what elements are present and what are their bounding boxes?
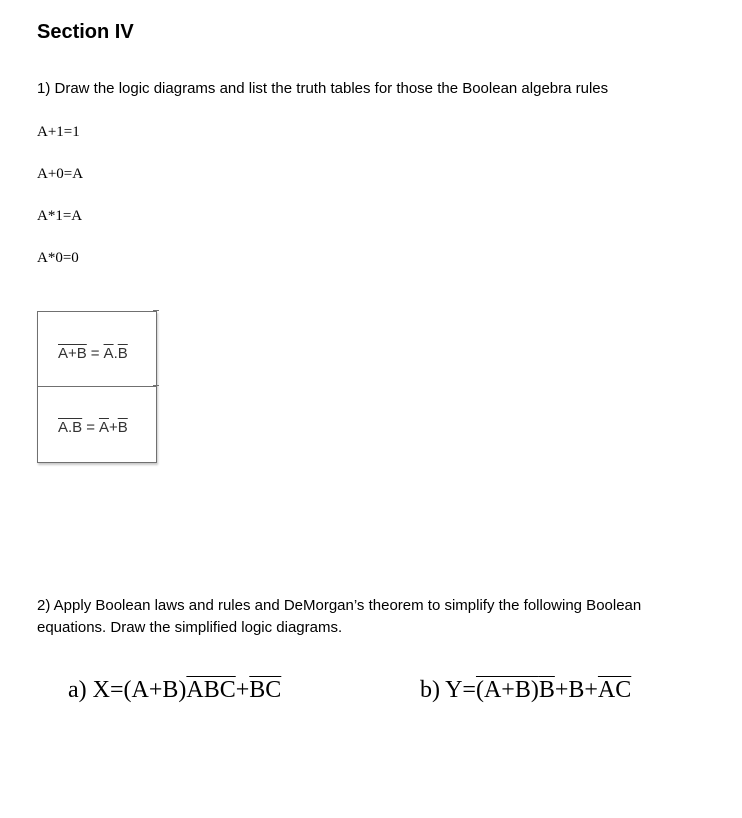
demorgan-table — [37, 311, 157, 463]
rule-2: A+0=A — [37, 166, 84, 182]
expression-a-bar-abc: $\overline{ABC}$ — [186, 677, 236, 703]
expression-b-bar-aplusb: (A+B) — [475, 677, 539, 703]
expression-b-bar-ac: $\overline{AC}$ — [597, 677, 632, 703]
expression-b — [420, 677, 631, 704]
rule-3: A*1=A — [37, 208, 83, 224]
demorgan-1-lhs: A+B — [58, 345, 87, 362]
demorgan-equation-1 — [58, 345, 128, 362]
table-corner-tick — [153, 310, 159, 311]
expression-a-prefix: a) X=(A+B) — [68, 677, 187, 703]
section-title: Section IV — [37, 21, 134, 43]
rule-1: A+1=1 — [37, 124, 80, 140]
demorgan-2-rhs-b: $\overline{B}$ — [117, 419, 128, 436]
expression-a-plus: + — [235, 677, 250, 703]
expression-b-middle: +B+ — [554, 677, 598, 703]
table-divider-tick — [153, 385, 159, 386]
demorgan-2-rhs-plus: + — [108, 419, 118, 436]
question-1-text: 1) Draw the logic diagrams and list the truth tables for those the Boolean algebra rules — [37, 80, 609, 97]
demorgan-1-rhs-dot: . — [113, 345, 118, 362]
expression-a-bar-bc: $\overline{BC}$ — [249, 677, 282, 703]
demorgan-equation-2 — [58, 419, 128, 436]
demorgan-2-equals: = — [86, 419, 95, 436]
demorgan-1-equals: = — [90, 345, 100, 362]
demorgan-2-lhs: A.B — [58, 419, 83, 436]
demorgan-row-1 — [38, 312, 156, 387]
expression-b-bar-b: $\overline{B}$ — [538, 677, 555, 703]
demorgan-1-rhs-a: $\overline{A}$ — [103, 345, 114, 362]
question-2-text: 2) Apply Boolean laws and rules and DeMorgan’s theorem to simplify the following Boolean equations. Draw the simplified logic diagrams. — [37, 597, 642, 636]
demorgan-row-2 — [38, 387, 156, 462]
demorgan-1-rhs-b: $\overline{B}$ — [117, 345, 128, 362]
demorgan-2-rhs-a: $\overline{A}$ — [98, 419, 109, 436]
expression-b-prefix: b) Y= — [420, 677, 476, 703]
rule-4: A*0=0 — [37, 250, 79, 266]
expression-a — [68, 677, 281, 704]
